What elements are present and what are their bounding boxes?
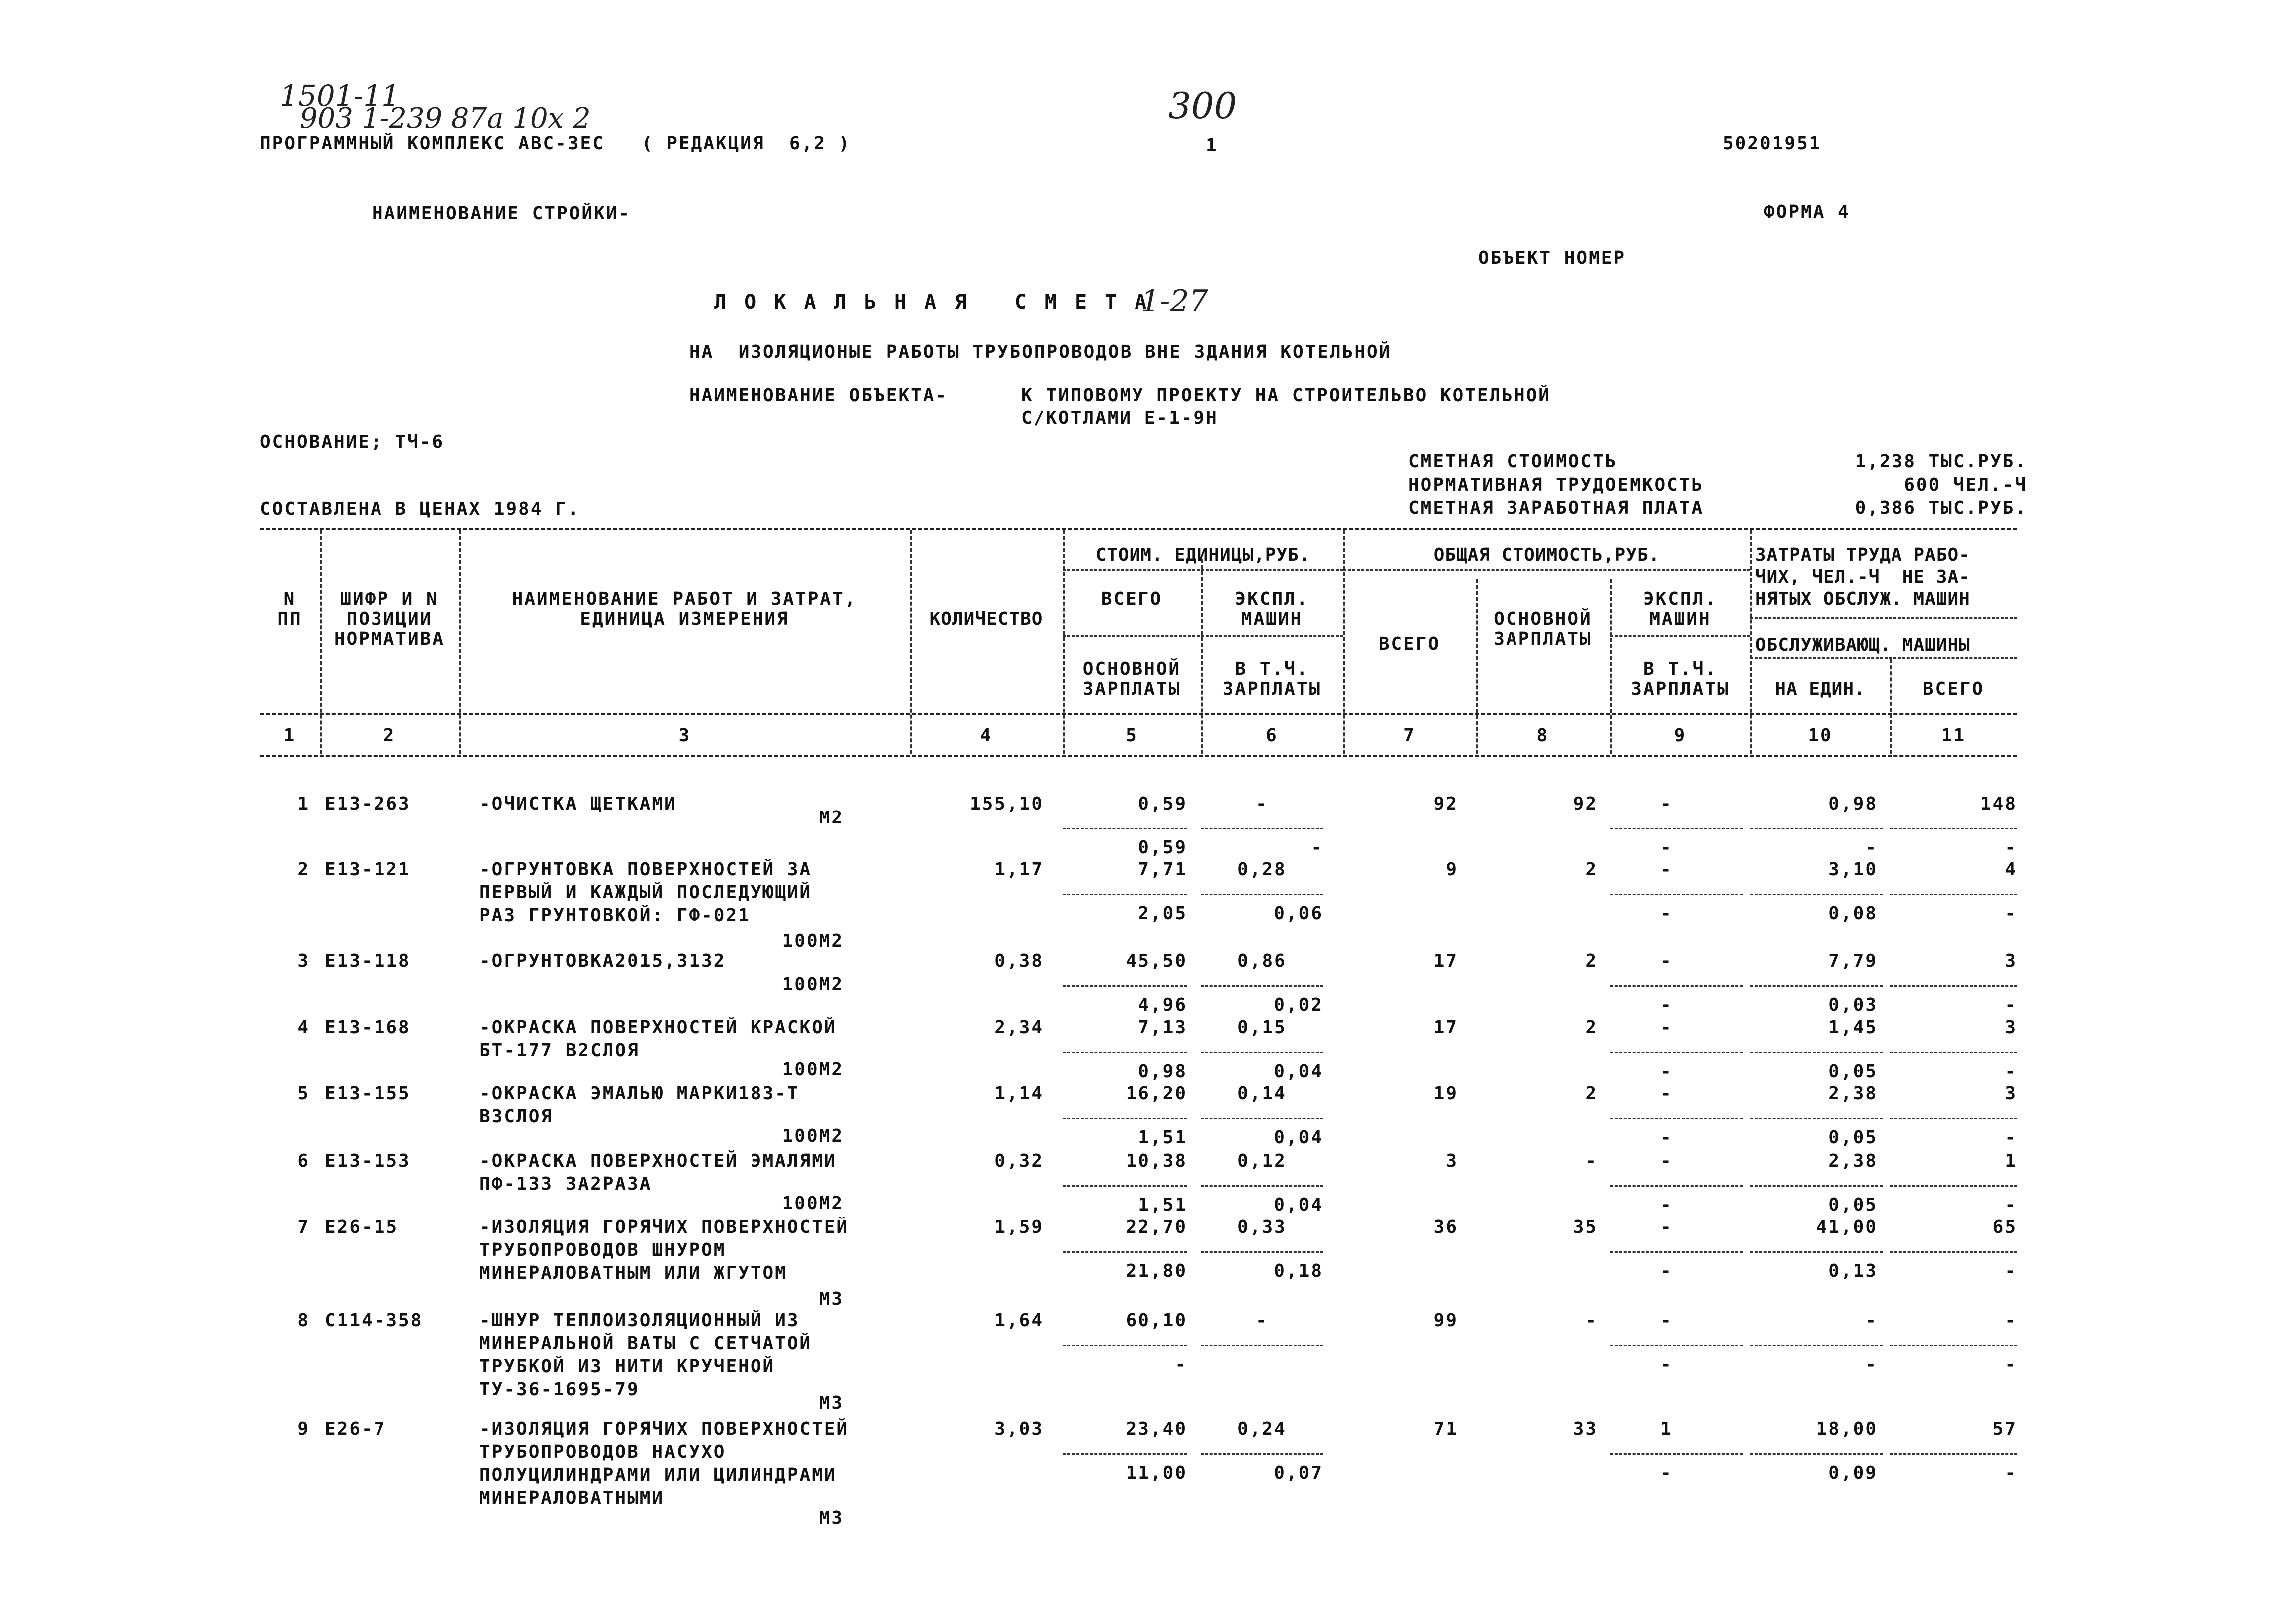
value-c11: 148 (1980, 794, 2017, 814)
value-c9: 1 (1660, 1419, 1673, 1439)
value-c5-wage: 1,51 (1138, 1195, 1187, 1215)
work-name-line: ПЕРВЫЙ И КАЖДЫЙ ПОСЛЕДУЮЩИЙ (479, 882, 812, 903)
cell-divider (1890, 1453, 2017, 1455)
work-name-line: -ШНУР ТЕПЛОИЗОЛЯЦИОННЫЙ ИЗ (479, 1310, 800, 1331)
col1-header-line2: ПП (277, 609, 302, 629)
value-c6-wage: 0,02 (1274, 995, 1323, 1015)
value-c11-machine: - (2005, 1127, 2017, 1148)
value-c10-machine: 0,09 (1828, 1463, 1878, 1483)
quantity: 155,10 (969, 794, 1044, 814)
col10-header: НА ЕДИН. (1775, 679, 1866, 699)
work-name-line: -ОКРАСКА ЭМАЛЬЮ МАРКИ183-Т (479, 1083, 800, 1104)
value-c10: 2,38 (1828, 1083, 1878, 1104)
row-number: 8 (297, 1310, 310, 1331)
value-c10: 7,79 (1828, 951, 1878, 971)
cell-divider (1201, 1251, 1323, 1253)
cell-divider (1750, 985, 1883, 987)
cell-divider (1063, 985, 1187, 987)
table-top-rule (260, 528, 2017, 530)
value-c10-machine: 0,05 (1828, 1195, 1878, 1215)
row-number: 1 (297, 794, 310, 814)
value-c11-machine: - (2005, 1195, 2017, 1215)
value-c6-wage: 0,04 (1274, 1061, 1323, 1082)
value-c5-wage: 11,00 (1126, 1463, 1187, 1483)
work-name-line: -ИЗОЛЯЦИЯ ГОРЯЧИХ ПОВЕРХНОСТЕЙ (479, 1217, 849, 1237)
row-number: 2 (297, 859, 310, 880)
value-c8: 35 (1573, 1217, 1598, 1237)
column-numbers-rule (260, 755, 2017, 757)
handwritten-page-number: 300 (1168, 85, 1237, 127)
work-name-line: РАЗ ГРУНТОВКОЙ: ГФ-021 (479, 905, 751, 926)
value-c6-wage: 0,04 (1274, 1195, 1323, 1215)
object-name-line-1: К ТИПОВОМУ ПРОЕКТУ НА СТРОИТЕЛЬВО КОТЕЛЬНОЙ (1021, 385, 1551, 406)
value-c5: 7,71 (1138, 859, 1187, 880)
header-sub-rule (1610, 635, 1750, 637)
value-c6-wage: 0,06 (1274, 903, 1323, 924)
cell-divider (1750, 1118, 1883, 1119)
unit-of-measure: 100М2 (782, 974, 844, 995)
value-c5: 45,50 (1126, 951, 1187, 971)
document-title: Л О К А Л Ь Н А Я С М Е Т А (714, 291, 1150, 314)
summary-cost-value: 1,238 ТЫС.РУБ. (1855, 451, 2027, 472)
quantity: 1,14 (994, 1083, 1044, 1104)
value-c11-machine: - (2005, 1061, 2017, 1082)
value-c11-machine: - (2005, 1463, 2017, 1483)
cell-divider (1063, 828, 1187, 829)
col9-header-line1: ЭКСПЛ. (1643, 589, 1718, 609)
quantity: 1,64 (994, 1310, 1044, 1331)
cell-divider (1063, 894, 1187, 895)
value-c9-wage: - (1660, 837, 1673, 858)
norm-code: Е13-121 (325, 859, 411, 880)
value-c11: - (2005, 1310, 2017, 1331)
value-c9: - (1660, 1217, 1673, 1237)
col5-header: ВСЕГО (1101, 589, 1163, 609)
value-c5: 10,38 (1126, 1151, 1187, 1171)
work-name-line: МИНЕРАЛОВАТНЫМИ (479, 1488, 665, 1508)
col7-header: ВСЕГО (1378, 634, 1441, 654)
col5b-header-line1: ОСНОВНОЙ (1082, 659, 1181, 679)
value-c10-machine: 0,08 (1828, 903, 1878, 924)
value-c5-wage: 21,80 (1126, 1261, 1187, 1281)
unit-of-measure: 100М2 (782, 1126, 844, 1146)
value-c8: 2 (1585, 1083, 1598, 1104)
value-c8: 92 (1573, 794, 1598, 814)
value-c9-wage: - (1660, 1261, 1673, 1281)
value-c6: 0,86 (1237, 951, 1287, 971)
value-c11: 3 (2005, 951, 2017, 971)
col-sep (1750, 530, 1752, 754)
value-c8: 2 (1585, 859, 1598, 880)
labor-sub-header: ОБСЛУЖИВАЮЩ. МАШИНЫ (1755, 635, 1970, 655)
cell-divider (1063, 1052, 1187, 1053)
value-c11: 4 (2005, 859, 2017, 880)
value-c10: 18,00 (1816, 1419, 1878, 1439)
cell-divider (1063, 1251, 1187, 1253)
work-name-line: -ОГРУНТОВКА2015,3132 (479, 951, 726, 971)
unit-of-measure: М3 (819, 1508, 844, 1528)
value-c6: 0,33 (1237, 1217, 1287, 1237)
col-number-1: 1 (283, 725, 296, 746)
value-c11-machine: - (2005, 837, 2017, 858)
cell-divider (1890, 985, 2017, 987)
norm-code: Е26-7 (325, 1419, 386, 1439)
row-number: 5 (297, 1083, 310, 1104)
col-number-11: 11 (1941, 725, 1966, 746)
labor-header-line2: ЧИХ, ЧЕЛ.-Ч НЕ ЗА- (1755, 567, 1970, 587)
value-c5: 0,59 (1138, 794, 1187, 814)
total-cost-header: ОБЩАЯ СТОИМОСТЬ,РУБ. (1433, 545, 1660, 565)
value-c8: 2 (1585, 951, 1598, 971)
value-c9: - (1660, 794, 1673, 814)
col2-header-line1: ШИФР И N (340, 589, 439, 609)
value-c10-machine: 0,05 (1828, 1127, 1878, 1148)
cell-divider (1201, 828, 1323, 829)
unit-cost-header: СТОИМ. ЕДИНИЦЫ,РУБ. (1095, 545, 1311, 565)
norm-code: С114-358 (325, 1310, 423, 1331)
value-c7: 99 (1433, 1310, 1458, 1331)
object-name-label: НАИМЕНОВАНИЕ ОБЪЕКТА- (689, 385, 948, 406)
summary-wage-value: 0,386 ТЫС.РУБ. (1855, 498, 2027, 518)
value-c9-wage: - (1660, 903, 1673, 924)
cell-divider (1750, 1185, 1883, 1187)
row-number: 3 (297, 951, 310, 971)
cell-divider (1890, 1185, 2017, 1187)
work-name-line: ПФ-133 ЗА2РАЗА (479, 1174, 652, 1194)
col9b-header-line1: В Т.Ч. (1643, 659, 1718, 679)
col-number-8: 8 (1536, 725, 1549, 746)
header-sub-rule (1750, 617, 2017, 619)
header-sub-rule (1750, 657, 2017, 659)
col-number-4: 4 (980, 725, 993, 746)
value-c7: 17 (1433, 951, 1458, 971)
summary-labor-value: 600 ЧЕЛ.-Ч (1904, 475, 2027, 495)
value-c6-wage: 0,07 (1274, 1463, 1323, 1483)
col6b-header-line2: ЗАРПЛАТЫ (1222, 679, 1322, 699)
work-name-line: -ОЧИСТКА ЩЕТКАМИ (479, 794, 677, 814)
value-c10: 3,10 (1828, 859, 1878, 880)
value-c5-wage: 4,96 (1138, 995, 1187, 1015)
value-c5-wage: 0,98 (1138, 1061, 1187, 1082)
object-name-line-2: С/КОТЛАМИ Е-1-9Н (1021, 408, 1218, 428)
col5b-header-line2: ЗАРПЛАТЫ (1082, 679, 1181, 699)
value-c11: 65 (1992, 1217, 2017, 1237)
work-name-line: ТРУБОПРОВОДОВ НАСУХО (479, 1442, 726, 1462)
value-c6-wage: 0,04 (1274, 1127, 1323, 1148)
object-number-label: ОБЪЕКТ НОМЕР (1478, 248, 1626, 268)
handwritten-note-2: 903 1-239 87a 10x 2 (300, 102, 591, 135)
unit-of-measure: 100М2 (782, 931, 844, 951)
quantity: 2,34 (994, 1017, 1044, 1038)
value-c10-machine: 0,13 (1828, 1261, 1878, 1281)
work-name-line: ПОЛУЦИЛИНДРАМИ ИЛИ ЦИЛИНДРАМИ (479, 1465, 837, 1485)
col-number-3: 3 (678, 725, 691, 746)
value-c11: 57 (1992, 1419, 2017, 1439)
col8-header-line1: ОСНОВНОЙ (1494, 609, 1592, 629)
value-c11: 3 (2005, 1083, 2017, 1104)
cell-divider (1610, 828, 1743, 829)
value-c7: 36 (1433, 1217, 1458, 1237)
cell-divider (1201, 1052, 1323, 1053)
norm-code: Е13-155 (325, 1083, 411, 1104)
sheet-number: 1 (1206, 135, 1218, 156)
value-c8: 2 (1585, 1017, 1598, 1038)
quantity: 1,59 (994, 1217, 1044, 1237)
summary-wage-label: СМЕТНАЯ ЗАРАБОТНАЯ ПЛАТА (1408, 498, 1704, 518)
col6-header-line2: МАШИН (1241, 609, 1303, 629)
cell-divider (1201, 1345, 1323, 1346)
cell-divider (1201, 1453, 1323, 1455)
quantity: 0,38 (994, 951, 1044, 971)
cell-divider (1890, 1052, 2017, 1053)
col11-header: ВСЕГО (1922, 679, 1985, 699)
value-c8: - (1585, 1151, 1598, 1171)
value-c11-machine: - (2005, 903, 2017, 924)
cell-divider (1201, 1185, 1323, 1187)
labor-header-line1: ЗАТРАТЫ ТРУДА РАБО- (1755, 545, 1970, 565)
value-c7: 71 (1433, 1419, 1458, 1439)
construction-name-label: НАИМЕНОВАНИЕ СТРОЙКИ- (372, 203, 631, 224)
cell-divider (1063, 1185, 1187, 1187)
value-c10-machine: - (1865, 1354, 1878, 1375)
cell-divider (1610, 894, 1743, 895)
value-c11-machine: - (2005, 1354, 2017, 1375)
value-c6: - (1256, 1310, 1268, 1331)
value-c6: - (1256, 794, 1268, 814)
form-label: ФОРМА 4 (1764, 202, 1850, 222)
unit-of-measure: 100М2 (782, 1059, 844, 1080)
document-code: 50201951 (1723, 133, 1822, 154)
norm-code: Е13-118 (325, 951, 411, 971)
cell-divider (1201, 985, 1323, 987)
unit-of-measure: М3 (819, 1393, 844, 1413)
value-c10-machine: 0,03 (1828, 995, 1878, 1015)
cell-divider (1610, 985, 1743, 987)
value-c6-wage: 0,18 (1274, 1261, 1323, 1281)
col-number-2: 2 (383, 725, 396, 746)
value-c9: - (1660, 951, 1673, 971)
value-c9-wage: - (1660, 1354, 1673, 1375)
work-name-line: -ИЗОЛЯЦИЯ ГОРЯЧИХ ПОВЕРХНОСТЕЙ (479, 1419, 849, 1439)
row-number: 7 (297, 1217, 310, 1237)
col3-header-line2: ЕДИНИЦА ИЗМЕРЕНИЯ (580, 609, 789, 629)
norm-code: Е13-168 (325, 1017, 411, 1038)
work-name-line: БТ-177 В2СЛОЯ (479, 1040, 640, 1061)
cell-divider (1610, 1251, 1743, 1253)
col-number-7: 7 (1403, 725, 1416, 746)
unit-of-measure: М2 (819, 808, 844, 828)
value-c5-wage: 1,51 (1138, 1127, 1187, 1148)
value-c9-wage: - (1660, 1061, 1673, 1082)
work-name-line: ТРУБКОЙ ИЗ НИТИ КРУЧЕНОЙ (479, 1356, 775, 1377)
col6b-header-line1: В Т.Ч. (1235, 659, 1309, 679)
cell-divider (1610, 1052, 1743, 1053)
cell-divider (1610, 1345, 1743, 1346)
quantity: 1,17 (994, 859, 1044, 880)
work-name-line: -ОГРУНТОВКА ПОВЕРХНОСТЕЙ ЗА (479, 859, 812, 880)
col6-header-line1: ЭКСПЛ. (1235, 589, 1309, 609)
col4-header: КОЛИЧЕСТВО (929, 609, 1043, 629)
value-c11-machine: - (2005, 995, 2017, 1015)
cell-divider (1750, 894, 1883, 895)
value-c5: 60,10 (1126, 1310, 1187, 1331)
value-c8: 33 (1573, 1419, 1598, 1439)
col2-header-line3: НОРМАТИВА (334, 629, 445, 649)
cell-divider (1890, 1118, 2017, 1119)
work-name-line: ТУ-36-1695-79 (479, 1379, 640, 1400)
unit-of-measure: 100М2 (782, 1193, 844, 1214)
value-c11: 3 (2005, 1017, 2017, 1038)
cell-divider (1610, 1118, 1743, 1119)
value-c5: 23,40 (1126, 1419, 1187, 1439)
value-c6: 0,24 (1237, 1419, 1287, 1439)
summary-cost-label: СМЕТНАЯ СТОИМОСТЬ (1408, 451, 1618, 472)
col-sep (459, 530, 461, 754)
cell-divider (1063, 1453, 1187, 1455)
col8-header-line2: ЗАРПЛАТЫ (1494, 629, 1592, 649)
cell-divider (1750, 828, 1883, 829)
work-name-line: В3СЛОЯ (479, 1106, 554, 1127)
col-number-6: 6 (1266, 725, 1278, 746)
row-number: 6 (297, 1151, 310, 1171)
col-number-9: 9 (1674, 725, 1687, 746)
cell-divider (1201, 1118, 1323, 1119)
cell-divider (1750, 1453, 1883, 1455)
value-c11: 1 (2005, 1151, 2017, 1171)
col-sep (1201, 559, 1203, 754)
col9b-header-line2: ЗАРПЛАТЫ (1631, 679, 1730, 699)
cell-divider (1063, 1118, 1187, 1119)
col3-header-line1: НАИМЕНОВАНИЕ РАБОТ И ЗАТРАТ, (512, 589, 857, 609)
value-c9-wage: - (1660, 1463, 1673, 1483)
labor-header-line3: НЯТЫХ ОБСЛУЖ. МАШИН (1755, 589, 1970, 609)
cell-divider (1890, 828, 2017, 829)
col-number-10: 10 (1808, 725, 1833, 746)
value-c5: 7,13 (1138, 1017, 1187, 1038)
work-name-line: -ОКРАСКА ПОВЕРХНОСТЕЙ КРАСКОЙ (479, 1017, 837, 1038)
compiled-prices-label: СОСТАВЛЕНА В ЦЕНАХ 1984 Г. (260, 499, 580, 519)
value-c6: 0,12 (1237, 1151, 1287, 1171)
handwritten-estimate-number: 1-27 (1141, 284, 1208, 319)
cell-divider (1063, 1345, 1187, 1346)
value-c9: - (1660, 859, 1673, 880)
basis-label: ОСНОВАНИЕ; ТЧ-6 (260, 432, 445, 452)
header-sub-rule (1063, 635, 1343, 637)
header-bottom-rule (260, 713, 2017, 715)
value-c5-wage: 0,59 (1138, 837, 1187, 858)
quantity: 3,03 (994, 1419, 1044, 1439)
value-c9-wage: - (1660, 1127, 1673, 1148)
work-name-line: МИНЕРАЛЬНОЙ ВАТЫ С СЕТЧАТОЙ (479, 1333, 812, 1354)
program-label: ПРОГРАММНЫЙ КОМПЛЕКС АВС-ЗЕС ( РЕДАКЦИЯ 6,2 ) (260, 133, 851, 154)
value-c6: 0,15 (1237, 1017, 1287, 1038)
work-name-line: -ОКРАСКА ПОВЕРХНОСТЕЙ ЭМАЛЯМИ (479, 1151, 837, 1171)
value-c7: 19 (1433, 1083, 1458, 1104)
value-c10: 1,45 (1828, 1017, 1878, 1038)
cell-divider (1610, 1453, 1743, 1455)
cell-divider (1750, 1345, 1883, 1346)
norm-code: Е13-263 (325, 794, 411, 814)
col1-header-line1: N (283, 589, 296, 609)
value-c10: 0,98 (1828, 794, 1878, 814)
value-c11-machine: - (2005, 1261, 2017, 1281)
value-c9: - (1660, 1017, 1673, 1038)
value-c10-machine: - (1865, 837, 1878, 858)
cell-divider (1610, 1185, 1743, 1187)
value-c10: 2,38 (1828, 1151, 1878, 1171)
value-c6: 0,28 (1237, 859, 1287, 880)
header-sub-rule (1063, 569, 1343, 571)
value-c5: 16,20 (1126, 1083, 1187, 1104)
value-c10-machine: 0,05 (1828, 1061, 1878, 1082)
value-c7: 9 (1446, 859, 1458, 880)
works-description: НА ИЗОЛЯЦИОНЫЕ РАБОТЫ ТРУБОПРОВОДОВ ВНЕ ЗДАНИЯ КОТЕЛЬНОЙ (689, 342, 1392, 362)
row-number: 4 (297, 1017, 310, 1038)
value-c7: 3 (1446, 1151, 1458, 1171)
value-c9: - (1660, 1151, 1673, 1171)
value-c6-wage: - (1311, 837, 1323, 858)
col-sep (910, 530, 912, 754)
value-c8: - (1585, 1310, 1598, 1331)
value-c5-wage: 2,05 (1138, 903, 1187, 924)
work-name-line: ТРУБОПРОВОДОВ ШНУРОМ (479, 1240, 726, 1260)
col9-header-line2: МАШИН (1649, 609, 1711, 629)
quantity: 0,32 (994, 1151, 1044, 1171)
cell-divider (1201, 894, 1323, 895)
norm-code: Е26-15 (325, 1217, 399, 1237)
value-c5-wage: - (1175, 1354, 1187, 1375)
col-number-5: 5 (1126, 725, 1138, 746)
cell-divider (1750, 1251, 1883, 1253)
cell-divider (1890, 1251, 2017, 1253)
cell-divider (1890, 894, 2017, 895)
value-c9-wage: - (1660, 995, 1673, 1015)
value-c7: 92 (1433, 794, 1458, 814)
norm-code: Е13-153 (325, 1151, 411, 1171)
value-c7: 17 (1433, 1017, 1458, 1038)
value-c10: - (1865, 1310, 1878, 1331)
value-c9-wage: - (1660, 1195, 1673, 1215)
header-sub-rule (1343, 569, 1750, 571)
value-c10: 41,00 (1816, 1217, 1878, 1237)
handwritten-note-1: 1501-11 (280, 79, 400, 113)
cell-divider (1890, 1345, 2017, 1346)
value-c9: - (1660, 1310, 1673, 1331)
cell-divider (1750, 1052, 1883, 1053)
row-number: 9 (297, 1419, 310, 1439)
value-c9: - (1660, 1083, 1673, 1104)
value-c5: 22,70 (1126, 1217, 1187, 1237)
summary-labor-label: НОРМАТИВНАЯ ТРУДОЕМКОСТЬ (1408, 475, 1704, 495)
col2-header-line2: ПОЗИЦИИ (346, 609, 433, 629)
value-c6: 0,14 (1237, 1083, 1287, 1104)
unit-of-measure: М3 (819, 1289, 844, 1309)
work-name-line: МИНЕРАЛОВАТНЫМ ИЛИ ЖГУТОМ (479, 1263, 787, 1283)
